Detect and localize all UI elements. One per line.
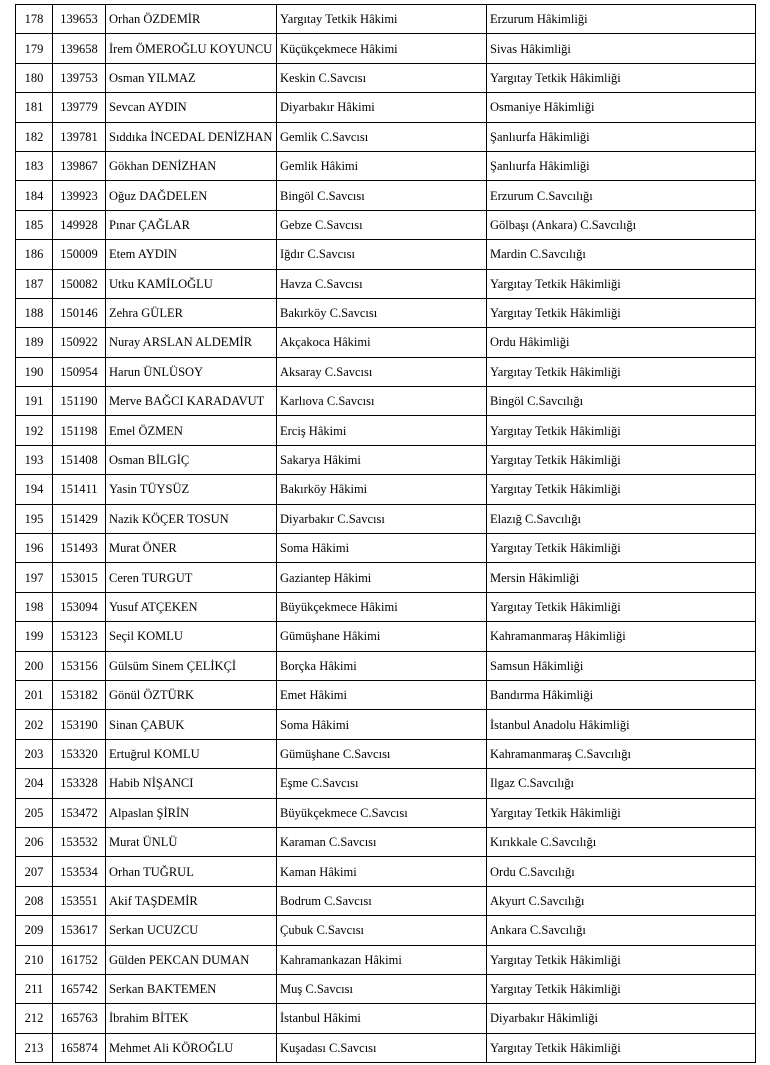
registry-number-cell: 150009 (53, 240, 106, 269)
table-row (16, 710, 756, 739)
row-number-cell: 186 (16, 240, 53, 269)
table-row (16, 916, 756, 945)
new-position-cell: Samsun Hâkimliği (487, 651, 756, 680)
row-number-cell: 205 (16, 798, 53, 827)
new-position-cell: Kırıkkale C.Savcılığı (487, 827, 756, 856)
person-name-cell: İrem ÖMEROĞLU KOYUNCU (106, 34, 277, 63)
person-name-cell: Orhan ÖZDEMİR (106, 5, 277, 34)
table-row (16, 827, 756, 856)
new-position-cell: Kahramanmaraş Hâkimliği (487, 622, 756, 651)
table-row (16, 122, 756, 151)
table-row (16, 298, 756, 327)
row-number-cell: 185 (16, 210, 53, 239)
row-number-cell: 209 (16, 916, 53, 945)
row-number-cell: 211 (16, 974, 53, 1003)
new-position-cell: Şanlıurfa Hâkimliği (487, 122, 756, 151)
registry-number-cell: 153532 (53, 827, 106, 856)
registry-number-cell: 153617 (53, 916, 106, 945)
row-number-cell: 182 (16, 122, 53, 151)
table-row (16, 475, 756, 504)
row-number-cell: 183 (16, 151, 53, 180)
registry-number-cell: 151411 (53, 475, 106, 504)
table-row (16, 181, 756, 210)
registry-number-cell: 150146 (53, 298, 106, 327)
registry-number-cell: 161752 (53, 945, 106, 974)
registry-number-cell: 151408 (53, 445, 106, 474)
current-position-cell: Gebze C.Savcısı (277, 210, 487, 239)
new-position-cell: Yargıtay Tetkik Hâkimliği (487, 974, 756, 1003)
person-name-cell: İbrahim BİTEK (106, 1004, 277, 1033)
person-name-cell: Ertuğrul KOMLU (106, 739, 277, 768)
person-name-cell: Harun ÜNLÜSOY (106, 357, 277, 386)
person-name-cell: Yasin TÜYSÜZ (106, 475, 277, 504)
current-position-cell: Kahramankazan Hâkimi (277, 945, 487, 974)
person-name-cell: Sinan ÇABUK (106, 710, 277, 739)
new-position-cell: Yargıtay Tetkik Hâkimliği (487, 63, 756, 92)
current-position-cell: Karlıova C.Savcısı (277, 387, 487, 416)
current-position-cell: Sakarya Hâkimi (277, 445, 487, 474)
row-number-cell: 199 (16, 622, 53, 651)
new-position-cell: Sivas Hâkimliği (487, 34, 756, 63)
registry-number-cell: 139923 (53, 181, 106, 210)
current-position-cell: Muş C.Savcısı (277, 974, 487, 1003)
registry-number-cell: 139867 (53, 151, 106, 180)
current-position-cell: Bodrum C.Savcısı (277, 886, 487, 915)
new-position-cell: Ankara C.Savcılığı (487, 916, 756, 945)
person-name-cell: Sevcan AYDIN (106, 93, 277, 122)
current-position-cell: Akçakoca Hâkimi (277, 328, 487, 357)
table-row (16, 945, 756, 974)
table-row (16, 387, 756, 416)
person-name-cell: Nuray ARSLAN ALDEMİR (106, 328, 277, 357)
current-position-cell: Gümüşhane Hâkimi (277, 622, 487, 651)
new-position-cell: Gölbaşı (Ankara) C.Savcılığı (487, 210, 756, 239)
table-row (16, 416, 756, 445)
registry-number-cell: 153182 (53, 680, 106, 709)
new-position-cell: Erzurum Hâkimliği (487, 5, 756, 34)
current-position-cell: Büyükçekmece C.Savcısı (277, 798, 487, 827)
current-position-cell: Kaman Hâkimi (277, 857, 487, 886)
current-position-cell: Havza C.Savcısı (277, 269, 487, 298)
row-number-cell: 191 (16, 387, 53, 416)
person-name-cell: Serkan BAKTEMEN (106, 974, 277, 1003)
new-position-cell: Yargıtay Tetkik Hâkimliği (487, 475, 756, 504)
person-name-cell: Merve BAĞCI KARADAVUT (106, 387, 277, 416)
table-row (16, 445, 756, 474)
person-name-cell: Gönül ÖZTÜRK (106, 680, 277, 709)
new-position-cell: Yargıtay Tetkik Hâkimliği (487, 592, 756, 621)
current-position-cell: Gemlik C.Savcısı (277, 122, 487, 151)
table-row (16, 269, 756, 298)
table-row (16, 504, 756, 533)
row-number-cell: 197 (16, 563, 53, 592)
row-number-cell: 212 (16, 1004, 53, 1033)
new-position-cell: Şanlıurfa Hâkimliği (487, 151, 756, 180)
table-row (16, 651, 756, 680)
row-number-cell: 178 (16, 5, 53, 34)
registry-number-cell: 150082 (53, 269, 106, 298)
table-body (16, 5, 756, 1063)
person-name-cell: Gülsüm Sinem ÇELİKÇİ (106, 651, 277, 680)
person-name-cell: Osman BİLGİÇ (106, 445, 277, 474)
table-row (16, 1004, 756, 1033)
row-number-cell: 207 (16, 857, 53, 886)
table-row (16, 328, 756, 357)
row-number-cell: 208 (16, 886, 53, 915)
row-number-cell: 204 (16, 769, 53, 798)
registry-number-cell: 153015 (53, 563, 106, 592)
current-position-cell: Gümüşhane C.Savcısı (277, 739, 487, 768)
registry-number-cell: 151190 (53, 387, 106, 416)
current-position-cell: Bakırköy Hâkimi (277, 475, 487, 504)
row-number-cell: 202 (16, 710, 53, 739)
new-position-cell: Mersin Hâkimliği (487, 563, 756, 592)
row-number-cell: 195 (16, 504, 53, 533)
current-position-cell: Çubuk C.Savcısı (277, 916, 487, 945)
registry-number-cell: 139779 (53, 93, 106, 122)
row-number-cell: 210 (16, 945, 53, 974)
registry-number-cell: 139781 (53, 122, 106, 151)
person-name-cell: Orhan TUĞRUL (106, 857, 277, 886)
new-position-cell: Elazığ C.Savcılığı (487, 504, 756, 533)
table-row (16, 739, 756, 768)
registry-number-cell: 153534 (53, 857, 106, 886)
row-number-cell: 203 (16, 739, 53, 768)
registry-number-cell: 149928 (53, 210, 106, 239)
registry-number-cell: 150922 (53, 328, 106, 357)
person-name-cell: Sıddıka İNCEDAL DENİZHAN (106, 122, 277, 151)
current-position-cell: Aksaray C.Savcısı (277, 357, 487, 386)
person-name-cell: Murat ÖNER (106, 534, 277, 563)
new-position-cell: Ordu C.Savcılığı (487, 857, 756, 886)
current-position-cell: Keskin C.Savcısı (277, 63, 487, 92)
registry-number-cell: 153551 (53, 886, 106, 915)
new-position-cell: Yargıtay Tetkik Hâkimliği (487, 269, 756, 298)
current-position-cell: Bingöl C.Savcısı (277, 181, 487, 210)
registry-number-cell: 153156 (53, 651, 106, 680)
registry-number-cell: 165742 (53, 974, 106, 1003)
row-number-cell: 184 (16, 181, 53, 210)
person-name-cell: Mehmet Ali KÖROĞLU (106, 1033, 277, 1062)
appointment-list-table (15, 4, 756, 1063)
person-name-cell: Oğuz DAĞDELEN (106, 181, 277, 210)
table-row (16, 769, 756, 798)
row-number-cell: 188 (16, 298, 53, 327)
new-position-cell: Akyurt C.Savcılığı (487, 886, 756, 915)
person-name-cell: Gökhan DENİZHAN (106, 151, 277, 180)
row-number-cell: 189 (16, 328, 53, 357)
registry-number-cell: 151429 (53, 504, 106, 533)
table-row (16, 5, 756, 34)
current-position-cell: Bakırköy C.Savcısı (277, 298, 487, 327)
person-name-cell: Murat ÜNLÜ (106, 827, 277, 856)
table-row (16, 592, 756, 621)
new-position-cell: İstanbul Anadolu Hâkimliği (487, 710, 756, 739)
new-position-cell: Ilgaz C.Savcılığı (487, 769, 756, 798)
person-name-cell: Alpaslan ŞİRİN (106, 798, 277, 827)
new-position-cell: Diyarbakır Hâkimliği (487, 1004, 756, 1033)
table-row (16, 63, 756, 92)
table-row (16, 563, 756, 592)
person-name-cell: Gülden PEKCAN DUMAN (106, 945, 277, 974)
row-number-cell: 180 (16, 63, 53, 92)
person-name-cell: Nazik KÖÇER TOSUN (106, 504, 277, 533)
row-number-cell: 190 (16, 357, 53, 386)
current-position-cell: Emet Hâkimi (277, 680, 487, 709)
registry-number-cell: 153472 (53, 798, 106, 827)
table-row (16, 357, 756, 386)
new-position-cell: Mardin C.Savcılığı (487, 240, 756, 269)
current-position-cell: Büyükçekmece Hâkimi (277, 592, 487, 621)
current-position-cell: Borçka Hâkimi (277, 651, 487, 680)
table-row (16, 974, 756, 1003)
registry-number-cell: 139658 (53, 34, 106, 63)
table-row (16, 34, 756, 63)
current-position-cell: Eşme C.Savcısı (277, 769, 487, 798)
registry-number-cell: 139653 (53, 5, 106, 34)
table-row (16, 534, 756, 563)
table-row (16, 886, 756, 915)
person-name-cell: Zehra GÜLER (106, 298, 277, 327)
table-row (16, 798, 756, 827)
row-number-cell: 196 (16, 534, 53, 563)
table-row (16, 1033, 756, 1062)
row-number-cell: 181 (16, 93, 53, 122)
person-name-cell: Yusuf ATÇEKEN (106, 592, 277, 621)
person-name-cell: Habib NİŞANCI (106, 769, 277, 798)
current-position-cell: Gemlik Hâkimi (277, 151, 487, 180)
new-position-cell: Osmaniye Hâkimliği (487, 93, 756, 122)
new-position-cell: Bandırma Hâkimliği (487, 680, 756, 709)
current-position-cell: İstanbul Hâkimi (277, 1004, 487, 1033)
row-number-cell: 198 (16, 592, 53, 621)
new-position-cell: Yargıtay Tetkik Hâkimliği (487, 798, 756, 827)
row-number-cell: 187 (16, 269, 53, 298)
new-position-cell: Yargıtay Tetkik Hâkimliği (487, 298, 756, 327)
row-number-cell: 201 (16, 680, 53, 709)
table-row (16, 680, 756, 709)
registry-number-cell: 150954 (53, 357, 106, 386)
new-position-cell: Yargıtay Tetkik Hâkimliği (487, 357, 756, 386)
person-name-cell: Seçil KOMLU (106, 622, 277, 651)
registry-number-cell: 151493 (53, 534, 106, 563)
new-position-cell: Bingöl C.Savcılığı (487, 387, 756, 416)
person-name-cell: Pınar ÇAĞLAR (106, 210, 277, 239)
row-number-cell: 192 (16, 416, 53, 445)
row-number-cell: 193 (16, 445, 53, 474)
current-position-cell: Yargıtay Tetkik Hâkimi (277, 5, 487, 34)
registry-number-cell: 139753 (53, 63, 106, 92)
current-position-cell: Soma Hâkimi (277, 534, 487, 563)
current-position-cell: Gaziantep Hâkimi (277, 563, 487, 592)
current-position-cell: Soma Hâkimi (277, 710, 487, 739)
registry-number-cell: 153094 (53, 592, 106, 621)
current-position-cell: Iğdır C.Savcısı (277, 240, 487, 269)
registry-number-cell: 151198 (53, 416, 106, 445)
new-position-cell: Yargıtay Tetkik Hâkimliği (487, 416, 756, 445)
row-number-cell: 200 (16, 651, 53, 680)
registry-number-cell: 153320 (53, 739, 106, 768)
new-position-cell: Ordu Hâkimliği (487, 328, 756, 357)
row-number-cell: 194 (16, 475, 53, 504)
registry-number-cell: 165763 (53, 1004, 106, 1033)
registry-number-cell: 165874 (53, 1033, 106, 1062)
current-position-cell: Diyarbakır C.Savcısı (277, 504, 487, 533)
registry-number-cell: 153123 (53, 622, 106, 651)
table-row (16, 93, 756, 122)
row-number-cell: 179 (16, 34, 53, 63)
person-name-cell: Osman YILMAZ (106, 63, 277, 92)
new-position-cell: Kahramanmaraş C.Savcılığı (487, 739, 756, 768)
new-position-cell: Yargıtay Tetkik Hâkimliği (487, 1033, 756, 1062)
person-name-cell: Emel ÖZMEN (106, 416, 277, 445)
table-row (16, 622, 756, 651)
person-name-cell: Serkan UCUZCU (106, 916, 277, 945)
new-position-cell: Yargıtay Tetkik Hâkimliği (487, 534, 756, 563)
current-position-cell: Erciş Hâkimi (277, 416, 487, 445)
person-name-cell: Akif TAŞDEMİR (106, 886, 277, 915)
table-row (16, 151, 756, 180)
table-row (16, 857, 756, 886)
current-position-cell: Küçükçekmece Hâkimi (277, 34, 487, 63)
current-position-cell: Diyarbakır Hâkimi (277, 93, 487, 122)
row-number-cell: 213 (16, 1033, 53, 1062)
registry-number-cell: 153328 (53, 769, 106, 798)
person-name-cell: Utku KAMİLOĞLU (106, 269, 277, 298)
new-position-cell: Yargıtay Tetkik Hâkimliği (487, 945, 756, 974)
row-number-cell: 206 (16, 827, 53, 856)
registry-number-cell: 153190 (53, 710, 106, 739)
new-position-cell: Yargıtay Tetkik Hâkimliği (487, 445, 756, 474)
person-name-cell: Etem AYDIN (106, 240, 277, 269)
table-row (16, 210, 756, 239)
current-position-cell: Karaman C.Savcısı (277, 827, 487, 856)
current-position-cell: Kuşadası C.Savcısı (277, 1033, 487, 1062)
person-name-cell: Ceren TURGUT (106, 563, 277, 592)
new-position-cell: Erzurum C.Savcılığı (487, 181, 756, 210)
table-row (16, 240, 756, 269)
